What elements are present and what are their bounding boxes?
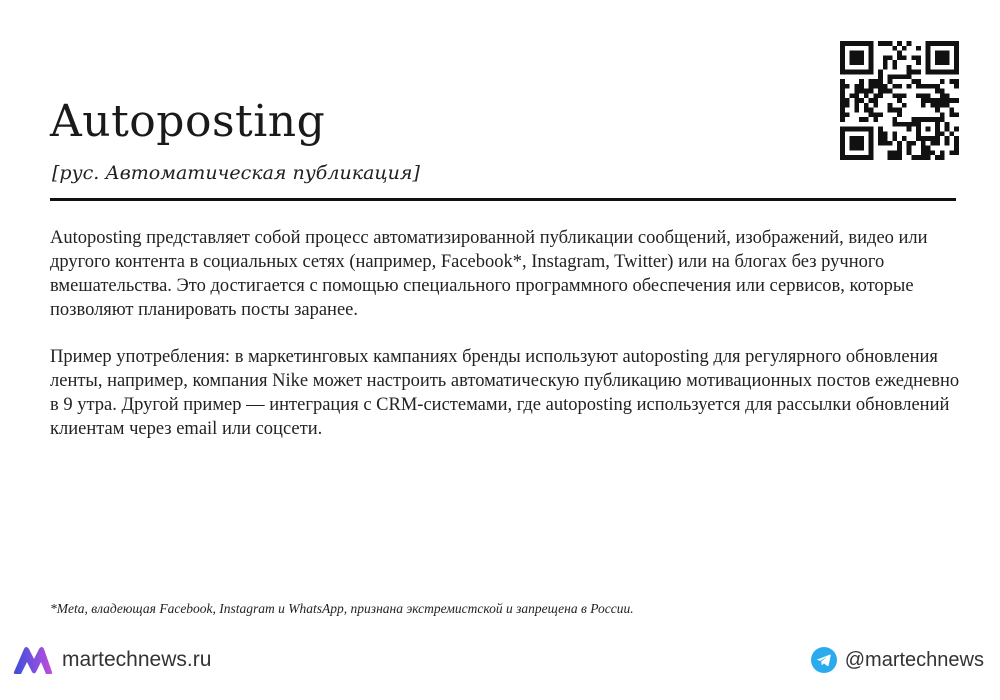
definition-paragraph: Autoposting представляет собой процесс автоматизированной публикации сообщений, изображений, видео или другого контента в социальных сетях (например, Facebook*, Instagram, Twitter) или на блогах без ручного вмешательства. Это достигается с помощью специального программного обеспечения или сервисов, которые позволяют планировать посты заранее. — [50, 228, 928, 320]
usage-example-paragraph: Пример употребления: в маркетинговых кампаниях бренды используют autoposting для регулярного обновления ленты, например, компания Nike может настроить автоматическую публикацию мотивационных постов ежедневно в 9 утра. Другой пример — интеграция с CRM-системами, где autoposting используется для рассылки обновлений клиентам через email или соцсети. — [50, 347, 960, 439]
telegram-icon — [811, 647, 837, 673]
footer-site-url: martechnews.ru — [62, 648, 212, 671]
footer-telegram-text: @martechnews — [844, 648, 984, 671]
title-divider — [50, 198, 956, 201]
page-subtitle-translation: [рус. Автоматическая публикация] — [52, 162, 420, 184]
page-title: Autoposting — [50, 96, 326, 147]
martechnews-logo-icon — [12, 645, 54, 675]
footer-telegram-handle[interactable] — [811, 647, 984, 673]
qr-code-icon — [840, 41, 959, 160]
footer-site-brand[interactable] — [12, 645, 211, 675]
footnote: *Meta, владеющая Facebook, Instagram и WhatsApp, признана экстремистской и запрещена в России. — [50, 601, 634, 616]
